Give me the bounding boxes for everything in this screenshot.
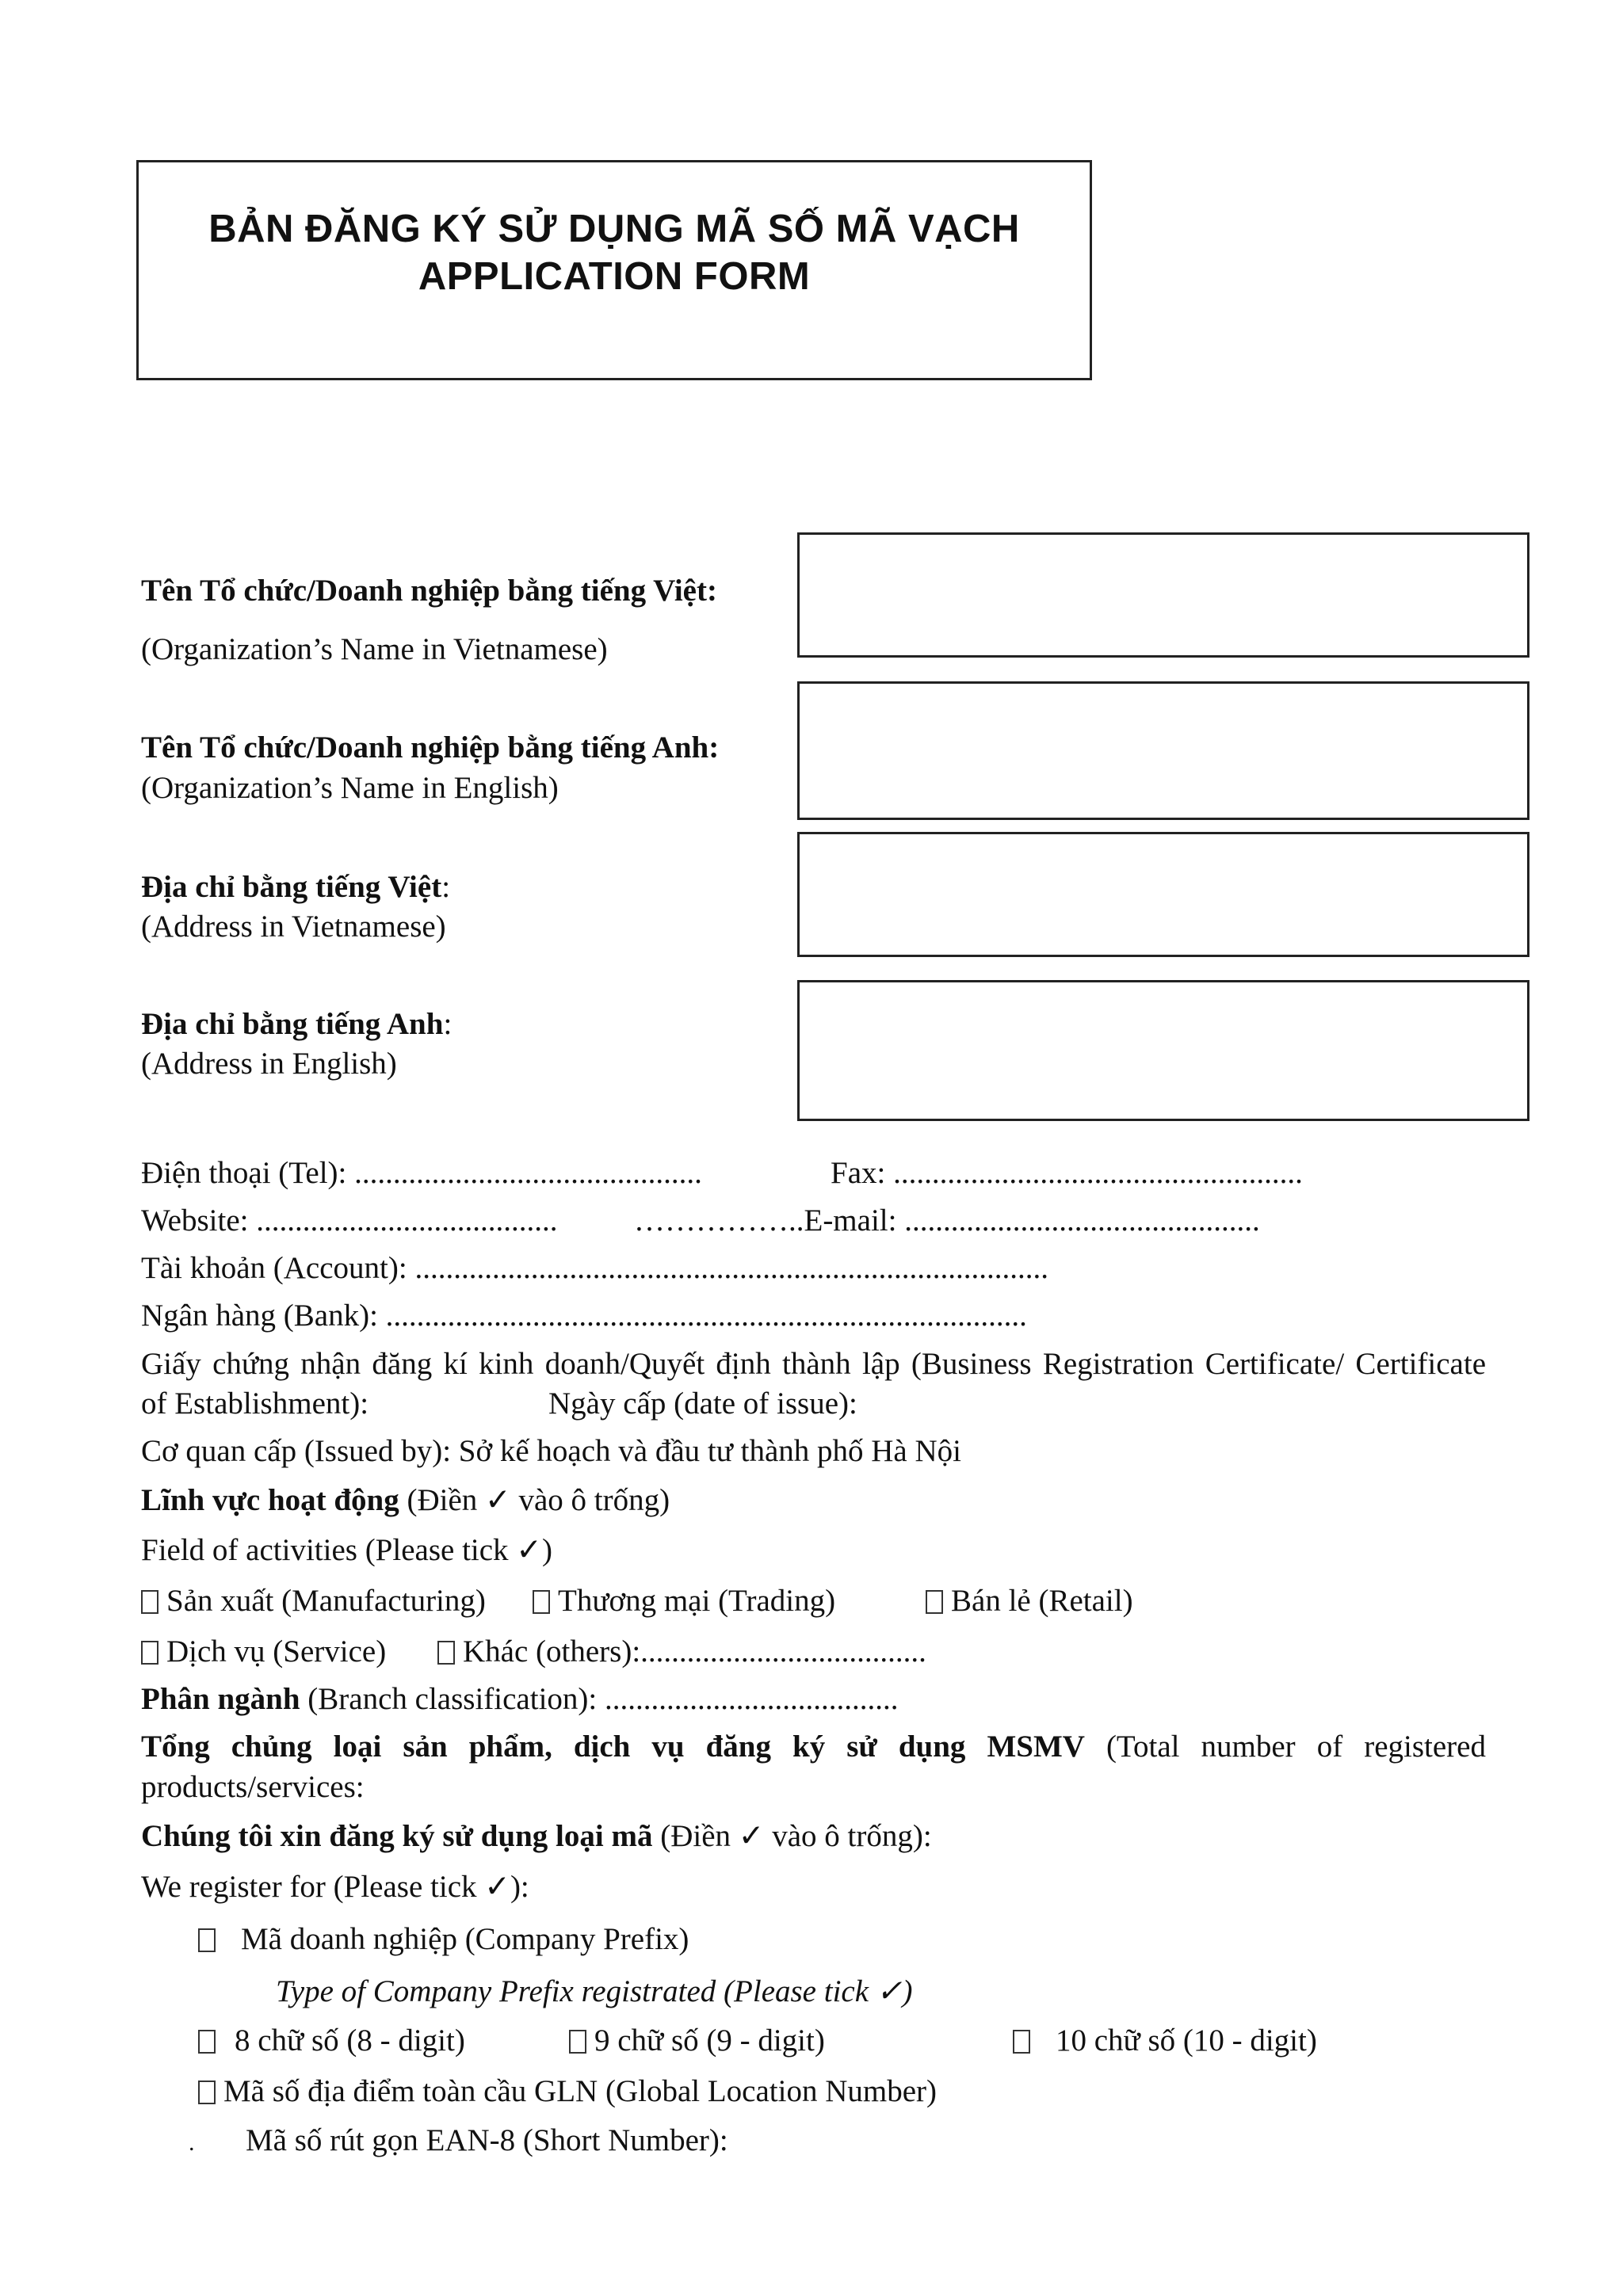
register-label-rest: (Điền ✓ vào ô trống): (652, 1819, 932, 1853)
issued-by-text: Cơ quan cấp (Issued by): Sở kế hoạch và đầu tư thành phố Hà Nội (141, 1434, 961, 1468)
service-checkbox[interactable] (141, 1641, 158, 1665)
ean8-bullet: . (189, 2130, 195, 2156)
10-digit-checkbox[interactable] (1013, 2030, 1030, 2054)
total-word: MSMV (987, 1730, 1085, 1764)
total-word: number (1201, 1730, 1296, 1764)
option-trading[interactable] (533, 1585, 835, 1616)
register-label-en: We register for (Please tick ✓): (141, 1870, 529, 1904)
business-cert-label: Giấy chứng nhận đăng kí kinh doanh/Quyết định thành lập (Business Registration Certificate/ Certificate (141, 1347, 1486, 1381)
field-of-activity-label-en: Field of activities (Please tick ✓) (141, 1533, 552, 1567)
address-vi-label: Địa chỉ bằng tiếng Việt (141, 870, 442, 904)
total-word: loại (333, 1730, 382, 1764)
website-field[interactable]: Website: ....................................... (141, 1203, 558, 1238)
total-word: dịch (573, 1730, 631, 1764)
address-en-label-line (141, 1009, 452, 1039)
8-digit-label: 8 chữ số (8 - digit) (235, 2023, 465, 2058)
total-word: sản (403, 1730, 448, 1764)
org-name-en-input[interactable] (797, 681, 1529, 820)
address-en-sublabel: (Address in English) (141, 1047, 397, 1081)
option-gln[interactable] (198, 2076, 937, 2107)
company-prefix-checkbox[interactable] (198, 1928, 216, 1952)
org-name-vi-input[interactable] (797, 532, 1529, 658)
register-label-bold: Chúng tôi xin đăng ký sử dụng loại mã (141, 1819, 653, 1853)
address-vi-colon: : (441, 870, 451, 904)
form-title-box (136, 160, 1092, 380)
address-en-label: Địa chỉ bằng tiếng Anh (141, 1007, 444, 1041)
org-name-vi-label: Tên Tổ chức/Doanh nghiệp bằng tiếng Việt: (141, 574, 717, 608)
address-vi-label-line (141, 871, 450, 902)
address-vi-input[interactable] (797, 832, 1529, 957)
fax-field[interactable]: Fax: ..................................................... (831, 1156, 1303, 1190)
account-field[interactable]: Tài khoản (Account): .................................................................................. (141, 1251, 1048, 1285)
date-of-issue-field[interactable]: Ngày cấp (date of issue): (548, 1386, 857, 1421)
address-en-input[interactable] (797, 980, 1529, 1121)
total-word: dụng (898, 1730, 966, 1764)
option-9-digit[interactable] (569, 2025, 825, 2056)
retail-label: Bán lẻ (Retail) (951, 1584, 1133, 1618)
org-name-vi-sublabel: (Organization’s Name in Vietnamese) (141, 632, 608, 666)
branch-classification-field[interactable] (141, 1684, 898, 1714)
total-word: đăng (705, 1730, 771, 1764)
option-manufacturing[interactable] (141, 1585, 486, 1616)
field-of-activity-label-rest: (Điền ✓ vào ô trống) (399, 1483, 670, 1517)
tel-field[interactable]: Điện thoại (Tel): ............................................. (141, 1156, 702, 1190)
email-field[interactable]: ……………..E-mail: .............................................. (634, 1203, 1260, 1238)
retail-checkbox[interactable] (926, 1590, 943, 1614)
establishment-label[interactable]: of Establishment): (141, 1386, 369, 1421)
total-word: Tổng (141, 1730, 210, 1764)
org-name-en-label: Tên Tổ chức/Doanh nghiệp bằng tiếng Anh: (141, 730, 720, 765)
option-retail[interactable] (926, 1585, 1133, 1616)
register-label (141, 1821, 932, 1852)
company-prefix-label: Mã doanh nghiệp (Company Prefix) (241, 1922, 689, 1956)
total-word: sử (846, 1730, 877, 1764)
bank-field[interactable]: Ngân hàng (Bank): ................................................................................... (141, 1299, 1027, 1333)
others-label: Khác (others):..................................... (463, 1634, 926, 1669)
others-checkbox[interactable] (437, 1641, 455, 1665)
total-word: ký (792, 1730, 826, 1764)
trading-label: Thương mại (Trading) (558, 1584, 836, 1618)
total-products-label (141, 1731, 1486, 1762)
service-label: Dịch vụ (Service) (166, 1634, 387, 1669)
total-word: chủng (231, 1730, 312, 1764)
manufacturing-checkbox[interactable] (141, 1590, 158, 1614)
option-others[interactable] (437, 1636, 926, 1667)
form-title-vietnamese: BẢN ĐĂNG KÝ SỬ DỤNG MÃ SỐ MÃ VẠCH (208, 208, 1020, 250)
8-digit-checkbox[interactable] (198, 2030, 216, 2054)
option-8-digit[interactable] (198, 2025, 465, 2056)
ean8-field[interactable]: Mã số rút gọn EAN-8 (Short Number): (246, 2123, 728, 2157)
form-title-english: APPLICATION FORM (418, 255, 811, 298)
total-word: phẩm, (468, 1730, 552, 1764)
10-digit-label: 10 chữ số (10 - digit) (1056, 2023, 1317, 2058)
gln-checkbox[interactable] (198, 2081, 216, 2104)
field-of-activity-label-bold: Lĩnh vực hoạt động (141, 1483, 399, 1517)
trading-checkbox[interactable] (533, 1590, 550, 1614)
manufacturing-label: Sản xuất (Manufacturing) (166, 1584, 486, 1618)
gln-label: Mã số địa điểm toàn cầu GLN (Global Location Number) (223, 2074, 937, 2108)
total-word: registered (1364, 1730, 1486, 1764)
branch-label-bold: Phân ngành (141, 1682, 300, 1716)
address-en-colon: : (443, 1007, 453, 1041)
address-vi-sublabel: (Address in Vietnamese) (141, 910, 446, 944)
option-10-digit[interactable] (1013, 2025, 1317, 2056)
total-products-field[interactable]: products/services: (141, 1770, 365, 1804)
org-name-en-sublabel: (Organization’s Name in English) (141, 771, 559, 805)
option-company-prefix[interactable] (198, 1924, 689, 1955)
option-service[interactable] (141, 1636, 386, 1667)
9-digit-label: 9 chữ số (9 - digit) (594, 2023, 825, 2058)
field-of-activity-label (141, 1485, 670, 1516)
total-word: vụ (651, 1730, 685, 1764)
prefix-type-label: Type of Company Prefix registrated (Please tick ✓) (276, 1974, 913, 2008)
9-digit-checkbox[interactable] (569, 2030, 586, 2054)
total-word: (Total (1106, 1730, 1180, 1764)
total-word: of (1316, 1730, 1343, 1764)
branch-label-rest: (Branch classification): ...................................... (300, 1682, 899, 1716)
